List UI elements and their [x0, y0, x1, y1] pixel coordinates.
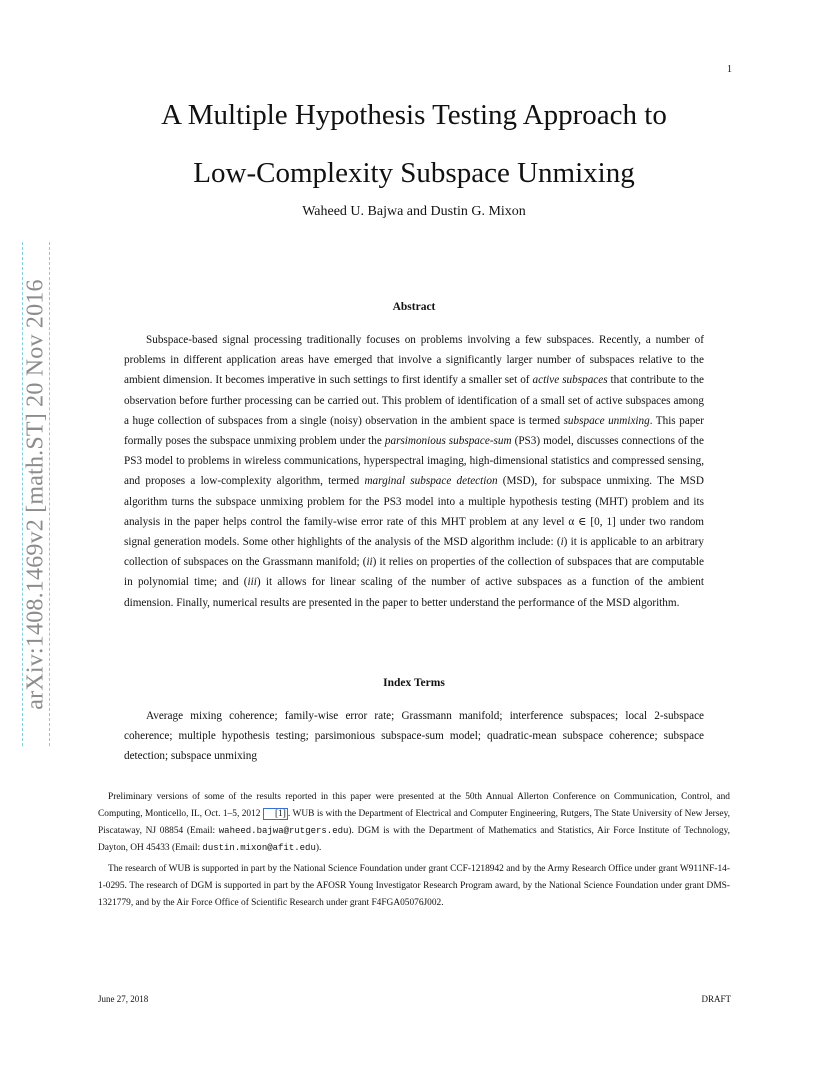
abstract-heading: Abstract — [392, 301, 436, 313]
math-expression: α ∈ [0, 1] — [568, 515, 616, 528]
emphasis: parsimonious subspace-sum — [384, 435, 512, 448]
email-dgm: dustin.mixon@afit.edu — [202, 843, 316, 853]
citation-link[interactable]: [1] — [263, 808, 288, 820]
page-number: 1 — [727, 64, 732, 75]
email-wub: waheed.bajwa@rutgers.edu — [218, 826, 349, 836]
emphasis: active subspaces — [532, 374, 608, 387]
arxiv-stamp — [22, 242, 50, 746]
footer-draft-label: DRAFT — [701, 994, 731, 1004]
footnote-affiliations: Preliminary versions of some of the results reported in this paper were presented at the 50th Annual Allerton Conference on Communication, Control, and Computing, Monticello, IL, Oct. 1–5, 2012 [1] . WUB is with the Department of Electrical and Computer Engineering, Rutgers, The State University of New Jersey, Piscataway, NJ 08854 (Email: waheed.bajwa@rutgers.edu). DGM is with the Department of Mathematics and Statistics, Air Force Institute of Technology, Dayton, OH 45433 (Email: dustin.mixon@afit.edu). — [98, 792, 730, 853]
emphasis: ii — [366, 556, 373, 569]
emphasis: iii — [247, 576, 257, 589]
title-line-2: Low-Complexity Subspace Unmixing — [193, 157, 635, 189]
title-line-1: A Multiple Hypothesis Testing Approach to — [161, 99, 667, 131]
index-terms-text: Average mixing coherence; family-wise error rate; Grassmann manifold; interference subspaces; local 2-subspace coherence; multiple hypothesis testing; parsimonious subspace-sum model; quadratic-mean subspace coherence; subspace detection; subspace unmixing — [124, 710, 704, 763]
paper-title — [60, 86, 768, 202]
arxiv-stamp-text: arXiv:1408.1469v2 [math.ST] 20 Nov 2016 — [22, 278, 49, 710]
emphasis: marginal subspace detection — [364, 475, 498, 488]
emphasis: subspace unmixing — [563, 414, 650, 427]
abstract-text: Subspace-based signal processing traditionally focuses on problems involving a few subspaces. Recently, a number of problems in different application areas have emerged that involve a significantly larger number of subspaces relative to the ambient dimension. It becomes imperative in such settings to first identify a smaller set of active subspaces that contribute to the observation before further processing can be carried out. This problem of identification of a small set of active subspaces among a huge collection of subspaces from a single (noisy) observation in the ambient space is termed subspace unmixing. This paper formally poses the subspace unmixing problem under the parsimonious subspace-sum (PS3) model, discusses connections of the PS3 model to problems in wireless communications, hyperspectral imaging, high-dimensional statistics and compressed sensing, and proposes a low-complexity algorithm, termed marginal subspace detection (MSD), for subspace unmixing. The MSD algorithm turns the subspace unmixing problem for the PS3 model into a multiple hypothesis testing (MHT) problem and its analysis in the paper helps control the family-wise error rate of this MHT problem at any level α ∈ [0, 1] under two random signal generation models. Some other highlights of the analysis of the MSD algorithm include: (i) it is applicable to an arbitrary collection of subspaces on the Grassmann manifold; (ii) it relies on properties of the collection of subspaces that are computable in polynomial time; and (iii) it allows for linear scaling of the number of active subspaces as a function of the ambient dimension. Finally, numerical results are presented in the paper to better understand the performance of the MSD algorithm. — [124, 334, 704, 609]
footnote-funding: The research of WUB is supported in part by the National Science Foundation under grant CCF-1218942 and by the Army Research Office under grant W911NF-14-1-0295. The research of DGM is supported in part by the AFOSR Young Investigator Research Program award, by the National Science Foundation under grant DMS-1321779, and by the Air Force Office of Scientific Research under grant F4FGA05076J002. — [98, 864, 730, 908]
index-terms-heading: Index Terms — [383, 677, 445, 689]
emphasis: i — [560, 536, 564, 549]
footer-date: June 27, 2018 — [98, 994, 149, 1004]
authors: Waheed U. Bajwa and Dustin G. Mixon — [302, 204, 526, 219]
